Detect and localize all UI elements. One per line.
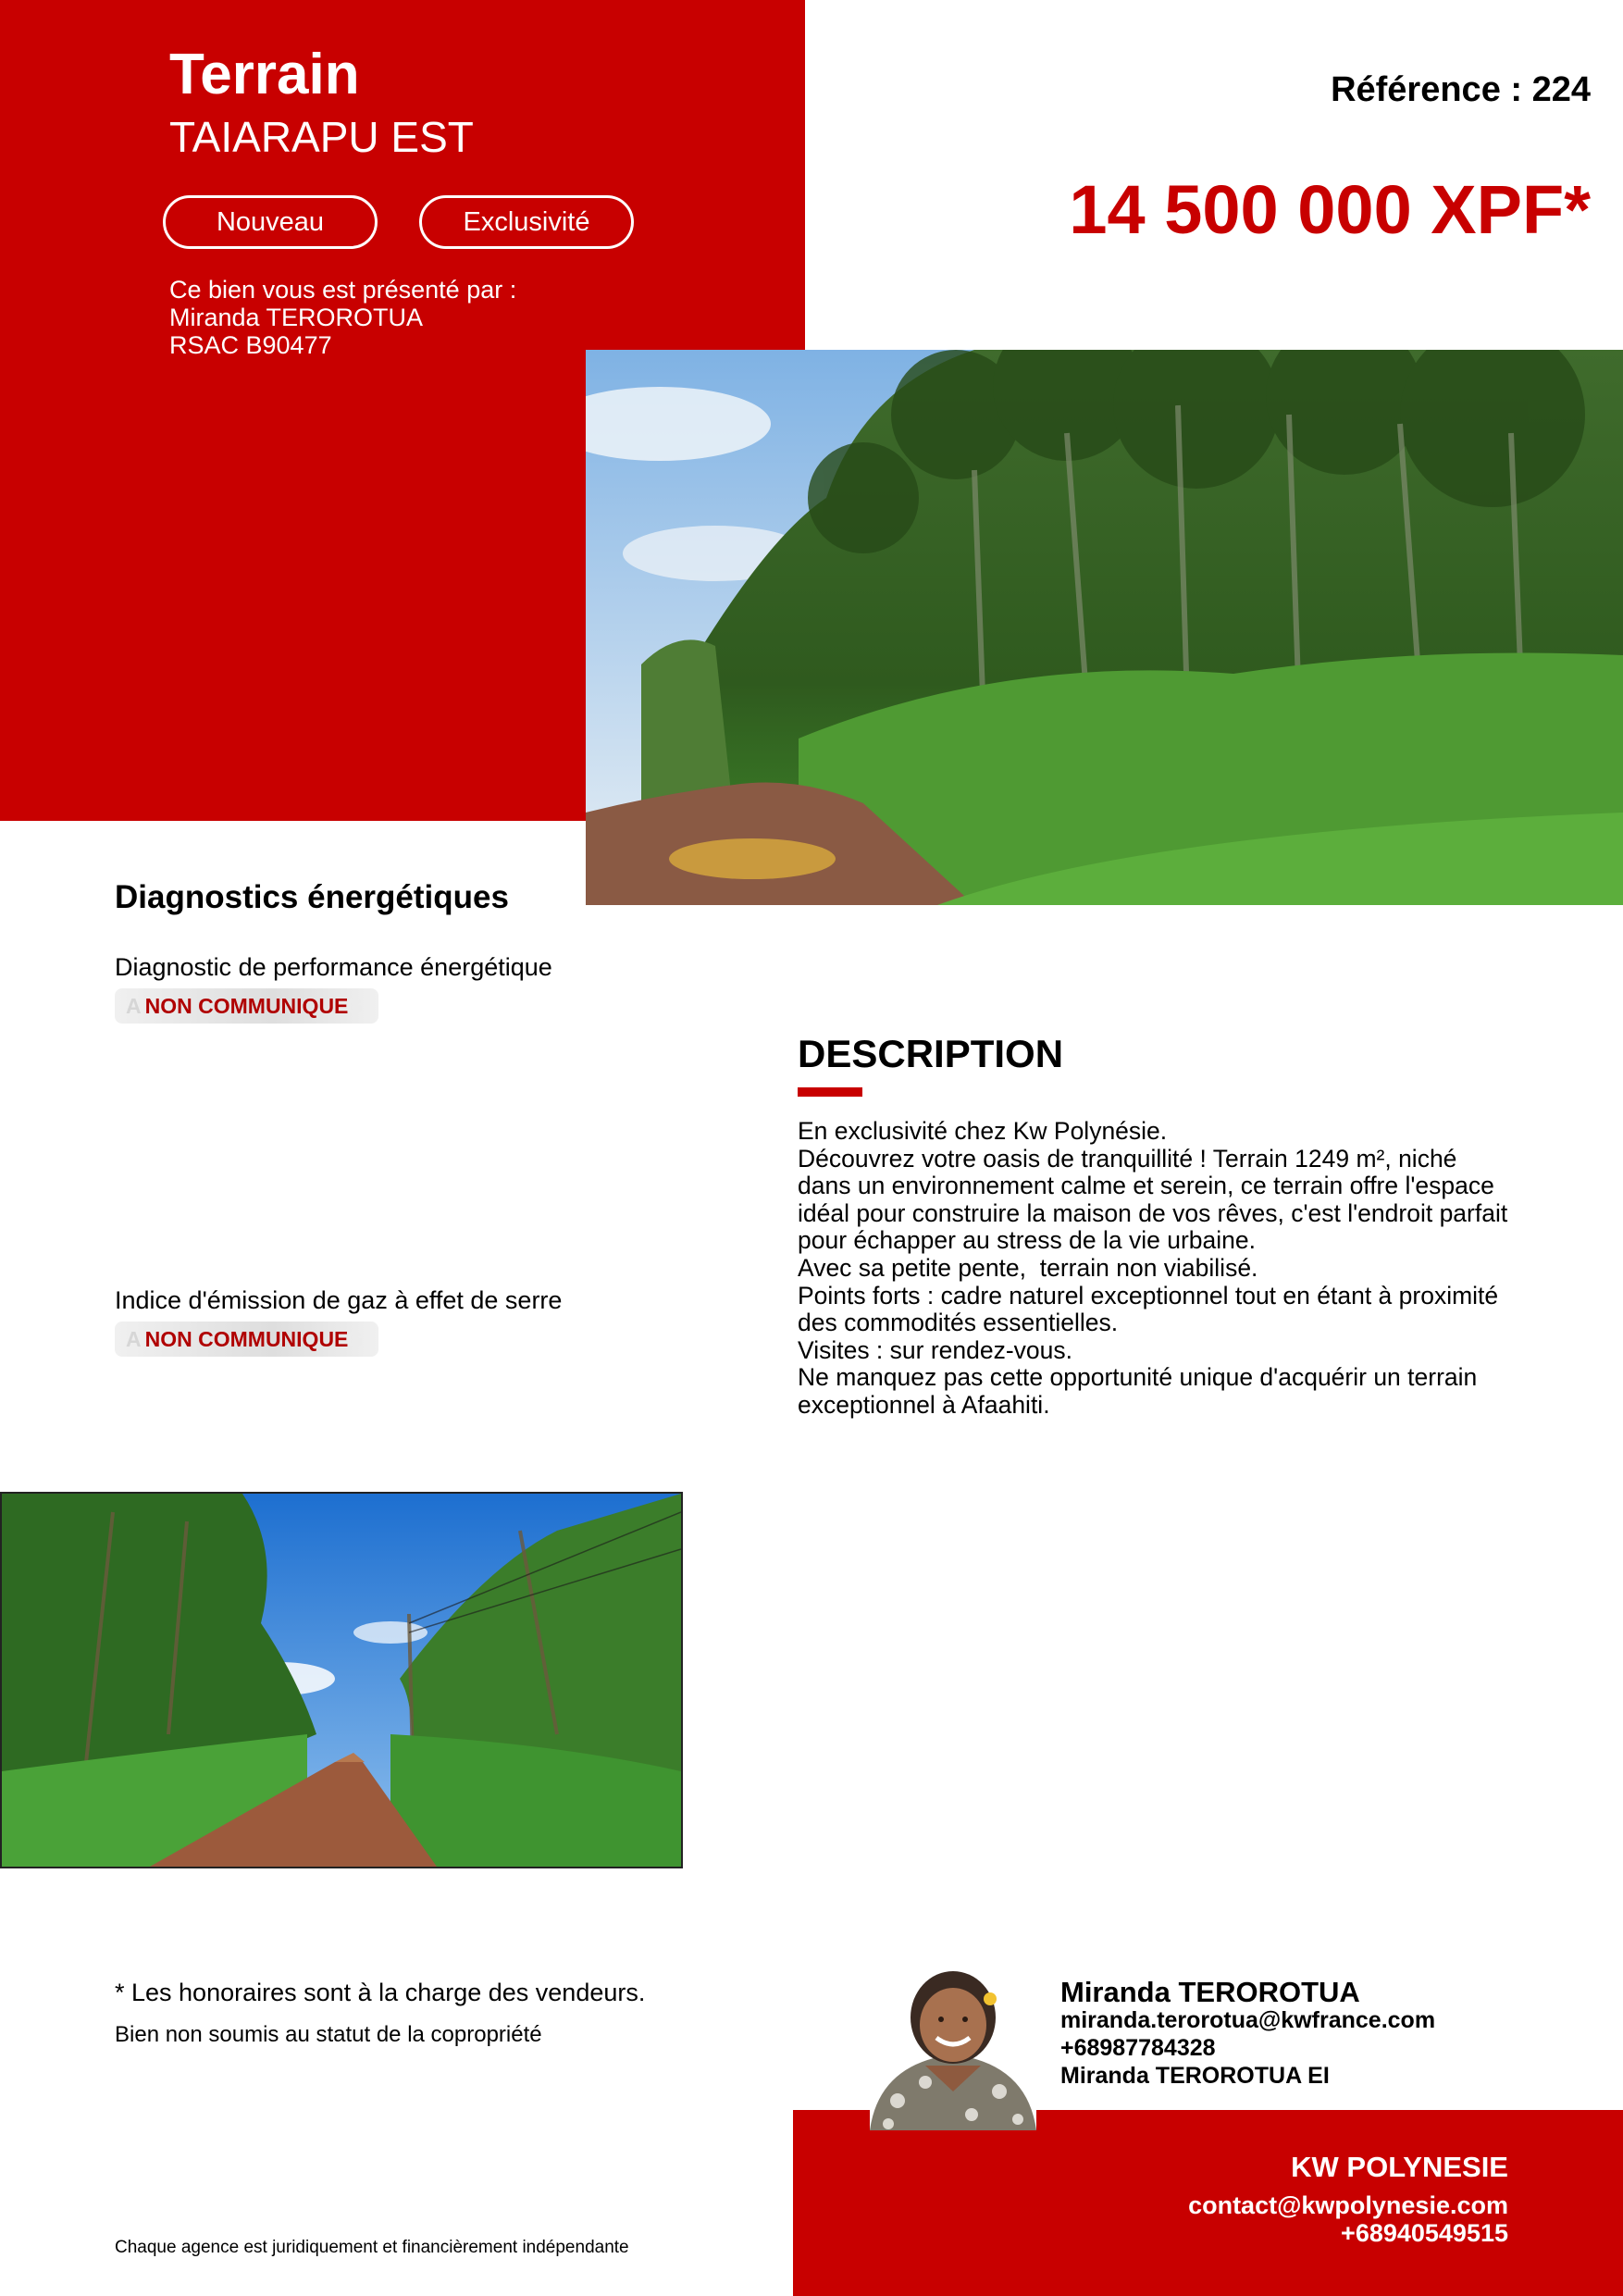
badge-new: Nouveau — [163, 195, 378, 249]
dpe-badge-start: A — [126, 993, 142, 1018]
property-photo-main — [586, 350, 1623, 905]
reference-number: Référence : 224 — [1331, 70, 1591, 109]
description-line: Visites : sur rendez-vous. — [798, 1335, 1073, 1364]
agency-contact — [1188, 2149, 1508, 2247]
description-line: dans un environnement calme et serein, ce terrain offre l'espace — [798, 1172, 1494, 1200]
ges-label: Indice d'émission de gaz à effet de serre — [115, 1286, 563, 1314]
description-line: Points forts : cadre naturel exceptionnel tout en étant à proximité — [798, 1281, 1499, 1309]
description-line: des commodités essentielles. — [798, 1309, 1119, 1337]
presented-by-agent: Miranda TEROROTUA — [169, 304, 424, 331]
dpe-badge — [115, 988, 378, 1024]
property-city: TAIARAPU EST — [169, 113, 474, 161]
description-title: DESCRIPTION — [798, 1032, 1064, 1075]
ges-badge-start: A — [126, 1326, 142, 1351]
dpe-badge-text: NON COMMUNIQUE — [144, 993, 349, 1018]
description-line: Ne manquez pas cette opportunité unique d'acquérir un terrain — [798, 1363, 1478, 1392]
agent-name: Miranda TEROROTUA — [1060, 1976, 1360, 2008]
dpe-badge-end: G — [346, 993, 364, 1018]
description-body — [798, 1118, 1547, 1420]
description-line: En exclusivité chez Kw Polynésie. — [798, 1117, 1168, 1145]
description-line: pour échapper au stress de la vie urbaine. — [798, 1226, 1256, 1255]
agency-email[interactable]: contact@kwpolynesie.com — [1188, 2191, 1508, 2219]
fees-note: * Les honoraires sont à la charge des vendeurs. — [115, 1979, 646, 2006]
description-line: Découvrez votre oasis de tranquillité ! Terrain 1249 m², niché — [798, 1144, 1457, 1173]
badge-exclusive: Exclusivité — [419, 195, 634, 249]
description-line: exceptionnel à Afaahiti. — [798, 1390, 1050, 1419]
agent-company: Miranda TEROROTUA EI — [1060, 2063, 1330, 2089]
agency-phone[interactable]: +68940549515 — [1341, 2219, 1508, 2247]
copro-note: Bien non soumis au statut de la copropriété — [115, 2022, 542, 2047]
agent-phone[interactable]: +68987784328 — [1060, 2035, 1216, 2061]
description-line: Avec sa petite pente, terrain non viabilisé. — [798, 1253, 1258, 1282]
dpe-label: Diagnostic de performance énergétique — [115, 953, 552, 981]
agent-email[interactable]: miranda.terorotua@kwfrance.com — [1060, 2007, 1436, 2033]
property-photo-road — [0, 1492, 683, 1868]
header-red-panel-lower — [0, 350, 586, 821]
ges-badge-end: G — [346, 1326, 364, 1351]
presented-by-rsac: RSAC B90477 — [169, 331, 332, 359]
agent-avatar — [870, 1962, 1036, 2130]
property-type-title: Terrain — [169, 43, 360, 106]
presented-by-block — [169, 276, 516, 359]
diagnostics-title: Diagnostics énergétiques — [115, 879, 509, 915]
agency-name: KW POLYNESIE — [1291, 2151, 1508, 2183]
agent-contact — [1060, 1976, 1436, 2090]
price: 14 500 000 XPF* — [1069, 171, 1591, 248]
legal-note: Chaque agence est juridiquement et financièrement indépendante — [115, 2238, 629, 2257]
presented-by-intro: Ce bien vous est présenté par : — [169, 276, 517, 304]
ges-badge-text: NON COMMUNIQUE — [144, 1326, 349, 1351]
description-accent-bar — [798, 1087, 862, 1097]
ges-badge — [115, 1322, 378, 1357]
description-line: idéal pour construire la maison de vos rêves, c'est l'endroit parfait — [798, 1198, 1508, 1227]
